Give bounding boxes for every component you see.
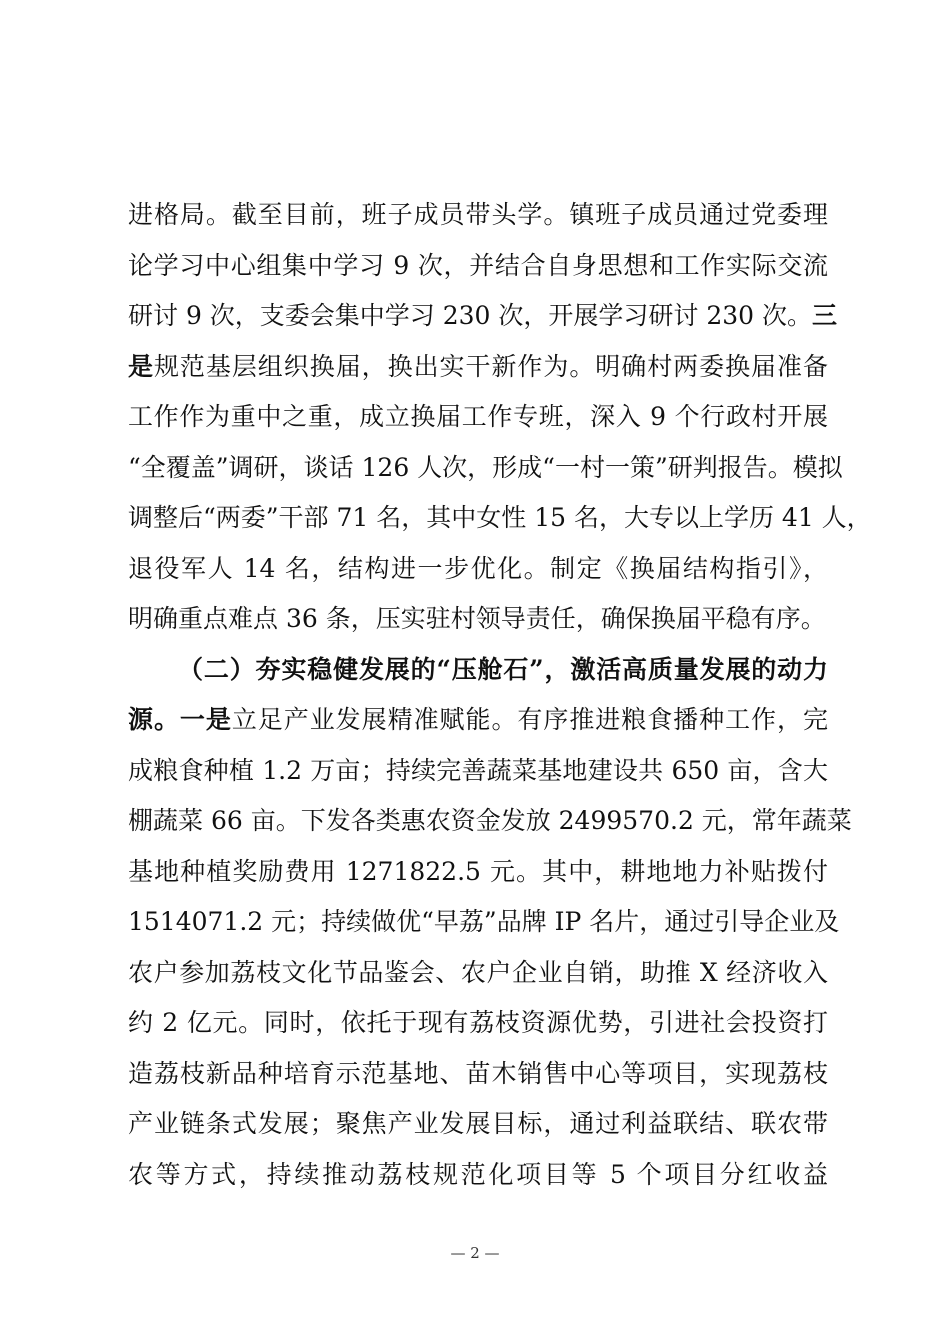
text-segment: 规范基层组织换届，换出实干新作为。明确村两委换届准备 bbox=[153, 351, 828, 381]
text-line: 论学习中心组集中学习 9 次，并结合自身思想和工作实际交流 bbox=[128, 250, 828, 280]
text-line: 基地种植奖励费用 1271822.5 元。其中，耕地地力补贴拨付 bbox=[128, 856, 828, 886]
text-line: 调整后“两委”干部 71 名，其中女性 15 名，大专以上学历 41 人， bbox=[128, 503, 872, 532]
text-line bbox=[128, 291, 838, 342]
text-line: 退役军人 14 名，结构进一步优化。制定《换届结构指引》， bbox=[128, 553, 828, 583]
text-line: 约 2 亿元。同时，依托于现有荔枝资源优势，引进社会投资打 bbox=[128, 1008, 828, 1037]
text-segment: 立足产业发展精准赋能。有序推进粮食播种工作，完 bbox=[231, 705, 828, 734]
text-line: 棚蔬菜 66 亩。下发各类惠农资金发放 2499570.2 元，常年蔬菜 bbox=[128, 806, 852, 835]
section-heading: （二）夯实稳健发展的“压舱石”，激活高质量发展的动力 bbox=[178, 654, 828, 684]
page-number: — 2 — bbox=[450, 1244, 500, 1262]
text-line: 造荔枝新品种培育示范基地、苗木销售中心等项目，实现荔枝 bbox=[128, 1058, 828, 1088]
text-line: 农等方式，持续推动荔枝规范化项目等 5 个项目分红收益 bbox=[128, 1159, 828, 1189]
text-line: 进格局。截至目前，班子成员带头学。镇班子成员通过党委理 bbox=[128, 200, 828, 229]
bold-marker: 是 bbox=[128, 351, 154, 381]
bold-marker: 源。一是 bbox=[128, 705, 232, 734]
text-line bbox=[128, 342, 828, 393]
bold-marker: 三 bbox=[812, 301, 838, 330]
text-line: “全覆盖”调研，谈话 126 人次，形成“一村一策”研判报告。模拟 bbox=[128, 452, 843, 482]
text-line: 产业链条式发展；聚焦产业发展目标，通过利益联结、联农带 bbox=[128, 1109, 828, 1138]
document-body bbox=[128, 190, 872, 1200]
text-line: 成粮食种植 1.2 万亩；持续完善蔬菜基地建设共 650 亩，含大 bbox=[128, 755, 828, 785]
text-line: 明确重点难点 36 条，压实驻村领导责任，确保换届平稳有序。 bbox=[128, 604, 826, 633]
text-line bbox=[128, 695, 828, 746]
text-line: 1514071.2 元；持续做优“早荔”品牌 IP 名片，通过引导企业及 bbox=[128, 907, 840, 936]
text-line: 工作作为重中之重，成立换届工作专班，深入 9 个行政村开展 bbox=[128, 402, 828, 431]
text-line: 农户参加荔枝文化节品鉴会、农户企业自销，助推 X 经济收入 bbox=[128, 957, 828, 987]
text-segment: 研讨 9 次，支委会集中学习 230 次，开展学习研讨 230 次。 bbox=[128, 301, 813, 330]
